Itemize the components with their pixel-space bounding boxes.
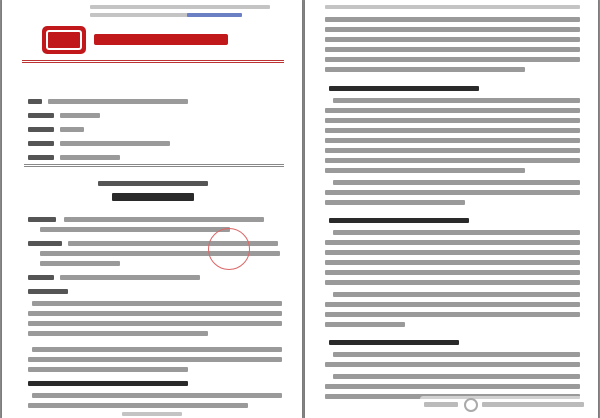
firm-logo-mark [46,30,82,50]
document-page-left [2,0,302,418]
firm-name [94,34,228,45]
document-page-right [305,0,598,418]
source-watermark [420,396,590,414]
official-seal [208,228,250,270]
page-number-left [122,412,182,416]
